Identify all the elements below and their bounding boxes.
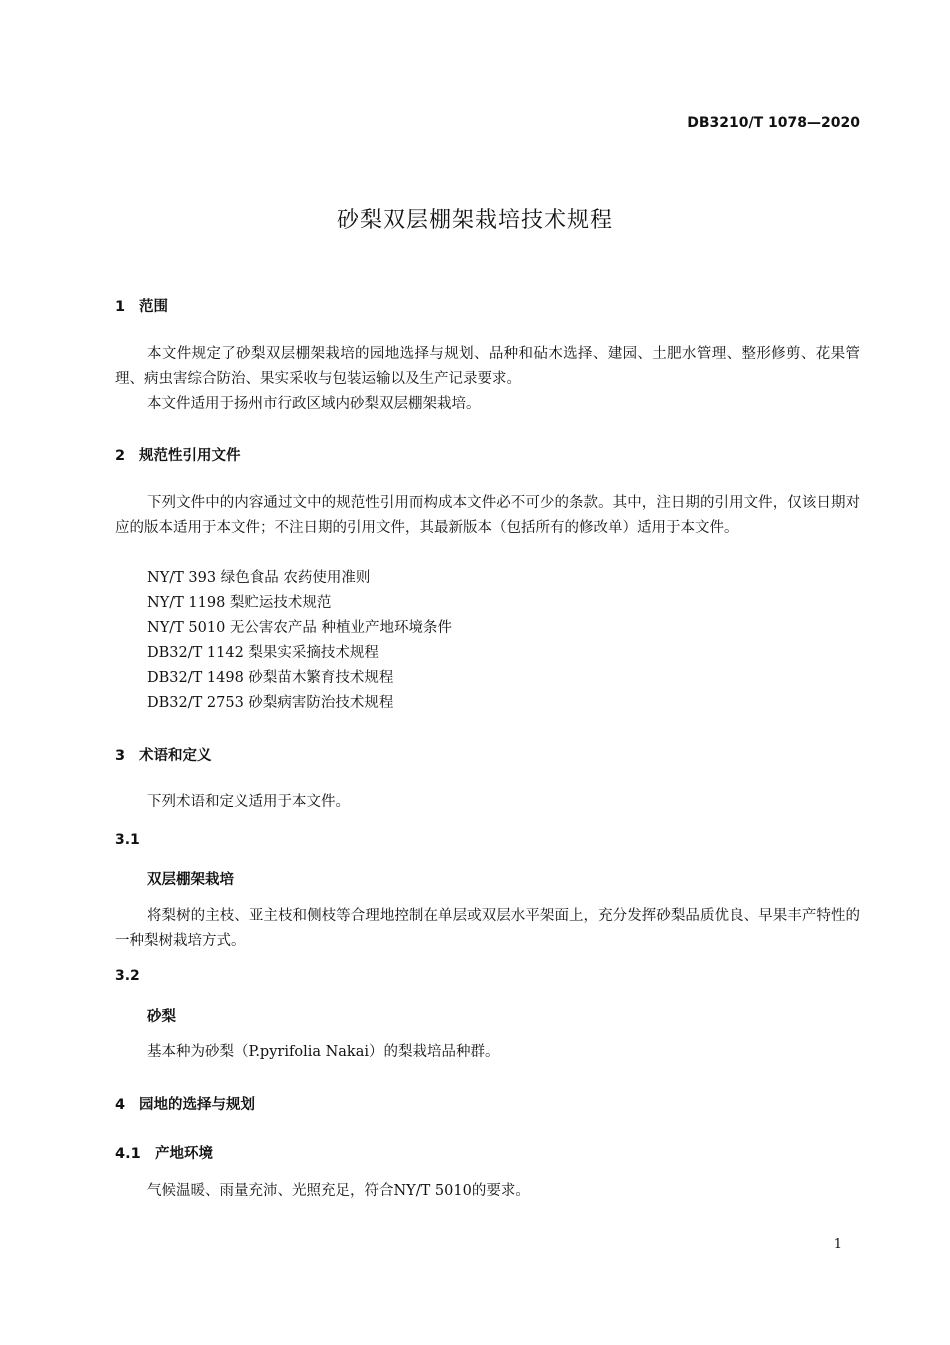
section-2-para: 下列文件中的内容通过文中的规范性引用而构成本文件必不可少的条款。其中，注日期的引用文件，仅该日期对应的版本适用于本文件；不注日期的引用文件，其最新版本（包括所有的修改单）适用于本文件。 (115, 495, 860, 536)
section-title: 术语和定义 (139, 748, 212, 764)
reference-item: NY/T 393 绿色食品 农药使用准则 (147, 570, 371, 586)
page-number: 1 (833, 1237, 842, 1252)
standard-code: DB3210/T 1078—2020 (687, 115, 860, 131)
section-3-heading (115, 744, 212, 765)
reference-item: DB32/T 2753 砂梨病害防治技术规程 (147, 695, 394, 711)
section-1-para-2: 本文件适用于扬州市行政区域内砂梨双层棚架栽培。 (147, 396, 481, 412)
section-4-heading (115, 1093, 255, 1114)
section-1-heading (115, 295, 168, 316)
subsection-number: 4.1 (115, 1146, 141, 1162)
subsection-4-1-para: 气候温暖、雨量充沛、光照充足，符合NY/T 5010的要求。 (147, 1183, 530, 1199)
reference-item: NY/T 1198 梨贮运技术规范 (147, 595, 332, 611)
term-definition: 将梨树的主枝、亚主枝和侧枝等合理地控制在单层或双层水平架面上，充分发挥砂梨品质优良、早果丰产特性的一种梨树栽培方式。 (115, 908, 860, 949)
clause-number: 3.1 (115, 832, 140, 848)
section-number: 1 (115, 299, 126, 315)
section-number: 3 (115, 748, 126, 764)
reference-item: DB32/T 1498 砂梨苗木繁育技术规程 (147, 670, 394, 686)
section-number: 2 (115, 448, 126, 464)
section-title: 规范性引用文件 (139, 448, 241, 464)
document-title: 砂梨双层棚架栽培技术规程 (336, 208, 613, 233)
subsection-4-1-heading (115, 1142, 213, 1163)
reference-item: DB32/T 1142 梨果实采摘技术规程 (147, 645, 379, 661)
term-heading: 双层棚架栽培 (147, 872, 234, 888)
section-1-para-1: 本文件规定了砂梨双层棚架栽培的园地选择与规划、品种和砧木选择、建园、土肥水管理、整形修剪、花果管理、病虫害综合防治、果实采收与包装运输以及生产记录要求。 (115, 346, 860, 387)
term-definition: 基本种为砂梨（P.pyrifolia Nakai）的梨栽培品种群。 (147, 1044, 500, 1060)
section-3-para: 下列术语和定义适用于本文件。 (147, 794, 350, 810)
section-title: 范围 (139, 299, 168, 315)
subsection-title: 产地环境 (155, 1146, 213, 1162)
section-title: 园地的选择与规划 (139, 1097, 255, 1113)
section-number: 4 (115, 1097, 126, 1113)
clause-number: 3.2 (115, 968, 140, 984)
section-2-heading (115, 444, 241, 465)
term-heading: 砂梨 (147, 1009, 176, 1025)
reference-item: NY/T 5010 无公害农产品 种植业产地环境条件 (147, 620, 453, 636)
